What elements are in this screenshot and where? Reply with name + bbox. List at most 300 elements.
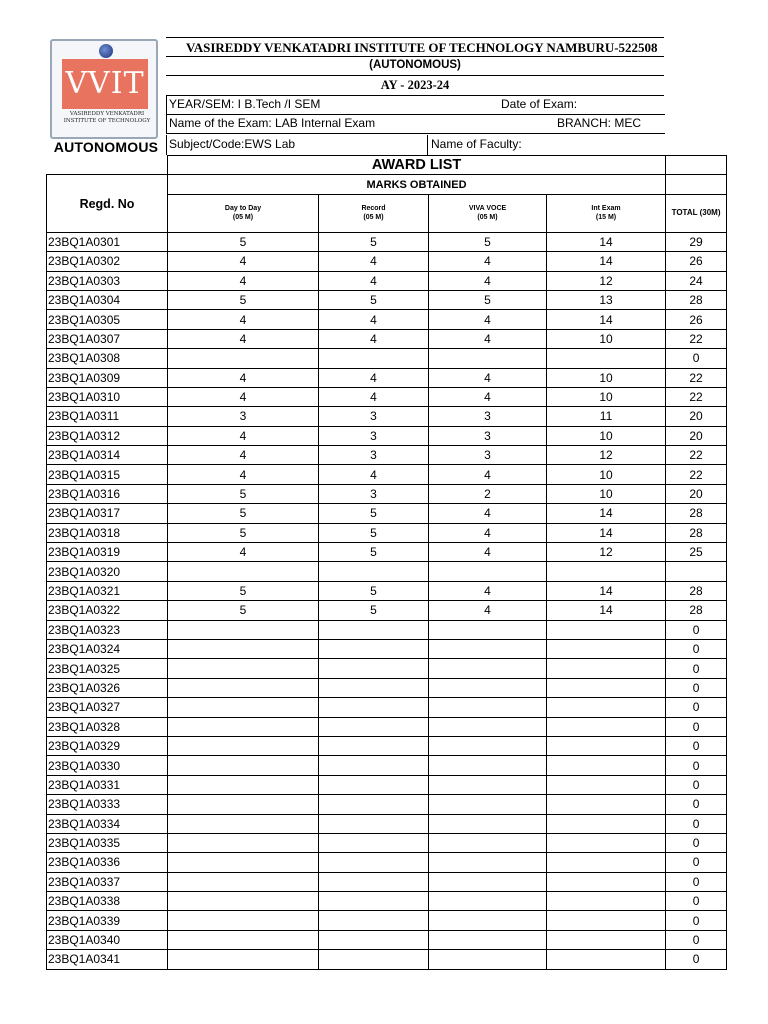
day-to-day-cell: 4 [168, 387, 319, 406]
day-to-day-cell [168, 659, 319, 678]
record-cell [319, 349, 429, 368]
reg-no-cell: 23BQ1A0303 [47, 271, 168, 290]
total-cell [666, 562, 727, 581]
int-exam-cell: 14 [547, 252, 666, 271]
viva-voce-cell: 4 [429, 387, 547, 406]
institute-name: VASIREDDY VENKATADRI INSTITUTE OF TECHNOLOGY NAMBURU-522508 [186, 40, 658, 55]
int-exam-cell [547, 659, 666, 678]
int-exam-cell: 10 [547, 368, 666, 387]
reg-no-cell: 23BQ1A0324 [47, 639, 168, 658]
reg-no-cell: 23BQ1A0326 [47, 678, 168, 697]
academic-year-row: AY - 2023-24 [166, 76, 664, 96]
table-row [47, 523, 727, 542]
day-to-day-cell: 5 [168, 581, 319, 600]
int-exam-cell [547, 349, 666, 368]
year-sem-row [166, 95, 665, 115]
viva-voce-cell [429, 562, 547, 581]
record-cell [319, 833, 429, 852]
viva-voce-cell [429, 833, 547, 852]
int-exam-cell: 10 [547, 426, 666, 445]
int-exam-cell: 13 [547, 290, 666, 309]
reg-no-cell: 23BQ1A0301 [47, 232, 168, 251]
logo-frame [50, 39, 158, 139]
int-exam-cell: 14 [547, 232, 666, 251]
int-exam-cell [547, 717, 666, 736]
day-to-day-cell: 5 [168, 601, 319, 620]
total-cell: 0 [666, 678, 727, 697]
marks-obtained-row [47, 175, 727, 194]
total-cell: 0 [666, 795, 727, 814]
day-to-day-cell [168, 717, 319, 736]
day-to-day-cell: 4 [168, 446, 319, 465]
viva-voce-cell: 3 [429, 407, 547, 426]
day-to-day-cell: 3 [168, 407, 319, 426]
table-row [47, 290, 727, 309]
viva-voce-cell: 4 [429, 329, 547, 348]
reg-no-cell: 23BQ1A0336 [47, 853, 168, 872]
viva-voce-cell [429, 639, 547, 658]
day-to-day-cell: 5 [168, 290, 319, 309]
table-row [47, 387, 727, 406]
int-exam-cell [547, 562, 666, 581]
award-list-sheet [46, 37, 726, 967]
record-cell: 4 [319, 310, 429, 329]
record-cell [319, 562, 429, 581]
reg-no-cell: 23BQ1A0310 [47, 387, 168, 406]
table-row [47, 232, 727, 251]
int-exam-cell: 10 [547, 484, 666, 503]
record-cell: 4 [319, 329, 429, 348]
globe-icon [99, 44, 113, 58]
day-to-day-cell: 5 [168, 523, 319, 542]
int-exam-cell [547, 872, 666, 891]
viva-voce-cell [429, 853, 547, 872]
reg-no-cell: 23BQ1A0307 [47, 329, 168, 348]
reg-no-cell: 23BQ1A0337 [47, 872, 168, 891]
day-to-day-cell: 4 [168, 329, 319, 348]
total-cell: 20 [666, 426, 727, 445]
record-cell: 4 [319, 387, 429, 406]
record-cell: 4 [319, 368, 429, 387]
table-row [47, 620, 727, 639]
viva-voce-cell [429, 814, 547, 833]
viva-voce-cell [429, 659, 547, 678]
reg-no-cell: 23BQ1A0319 [47, 543, 168, 562]
table-row [47, 698, 727, 717]
reg-no-cell: 23BQ1A0318 [47, 523, 168, 542]
exam-name: Name of the Exam: LAB Internal Exam [169, 116, 376, 130]
reg-no-cell: 23BQ1A0335 [47, 833, 168, 852]
int-exam-cell: 14 [547, 601, 666, 620]
total-cell: 28 [666, 504, 727, 523]
table-row [47, 911, 727, 930]
day-to-day-cell [168, 795, 319, 814]
int-exam-cell: 10 [547, 465, 666, 484]
table-row [47, 271, 727, 290]
total-cell: 0 [666, 853, 727, 872]
record-cell [319, 756, 429, 775]
day-to-day-cell [168, 678, 319, 697]
int-exam-cell [547, 756, 666, 775]
table-row [47, 407, 727, 426]
day-to-day-cell [168, 698, 319, 717]
table-row [47, 678, 727, 697]
table-row [47, 775, 727, 794]
day-to-day-cell: 5 [168, 232, 319, 251]
total-cell: 20 [666, 407, 727, 426]
day-to-day-header [168, 194, 319, 232]
sheet-header [46, 37, 726, 155]
viva-voce-cell: 4 [429, 581, 547, 600]
int-exam-cell: 14 [547, 523, 666, 542]
regd-no-header: Regd. No [47, 175, 168, 232]
record-cell: 4 [319, 465, 429, 484]
int-exam-cell: 12 [547, 271, 666, 290]
day-to-day-cell [168, 814, 319, 833]
table-row [47, 736, 727, 755]
table-row [47, 562, 727, 581]
record-cell: 5 [319, 601, 429, 620]
int-exam-cell [547, 620, 666, 639]
day-to-day-cell [168, 892, 319, 911]
day-to-day-cell: 4 [168, 271, 319, 290]
record-cell [319, 639, 429, 658]
table-row [47, 814, 727, 833]
reg-no-cell: 23BQ1A0317 [47, 504, 168, 523]
viva-voce-cell: 4 [429, 368, 547, 387]
viva-voce-cell: 4 [429, 504, 547, 523]
day-to-day-max: (05 M) [232, 214, 254, 222]
record-cell: 5 [319, 581, 429, 600]
table-row [47, 504, 727, 523]
total-cell: 0 [666, 950, 727, 969]
table-row [47, 310, 727, 329]
total-cell: 28 [666, 581, 727, 600]
viva-voce-cell [429, 911, 547, 930]
int-exam-cell: 14 [547, 581, 666, 600]
reg-no-cell: 23BQ1A0311 [47, 407, 168, 426]
table-row [47, 543, 727, 562]
viva-voce-cell [429, 698, 547, 717]
reg-no-cell: 23BQ1A0331 [47, 775, 168, 794]
status-row: (AUTONOMOUS) [166, 56, 664, 76]
record-cell [319, 698, 429, 717]
record-label: Record [361, 205, 386, 213]
table-row [47, 872, 727, 891]
reg-no-cell: 23BQ1A0314 [47, 446, 168, 465]
logo-tagline [58, 111, 156, 125]
day-to-day-cell: 4 [168, 252, 319, 271]
int-exam-cell: 12 [547, 543, 666, 562]
total-cell: 22 [666, 329, 727, 348]
table-row [47, 795, 727, 814]
reg-no-cell: 23BQ1A0333 [47, 795, 168, 814]
reg-no-cell: 23BQ1A0321 [47, 581, 168, 600]
viva-voce-cell [429, 795, 547, 814]
total-cell: 0 [666, 833, 727, 852]
record-cell: 5 [319, 523, 429, 542]
record-cell: 4 [319, 271, 429, 290]
int-exam-cell: 10 [547, 387, 666, 406]
day-to-day-cell [168, 950, 319, 969]
reg-no-cell: 23BQ1A0312 [47, 426, 168, 445]
viva-voce-cell [429, 717, 547, 736]
table-row [47, 639, 727, 658]
subject-code: Subject/Code:EWS Lab [169, 137, 296, 151]
viva-voce-cell: 3 [429, 426, 547, 445]
logo-brand: VVIT [62, 59, 148, 109]
record-cell [319, 659, 429, 678]
day-to-day-cell: 4 [168, 310, 319, 329]
reg-no-cell: 23BQ1A0316 [47, 484, 168, 503]
table-row [47, 329, 727, 348]
record-cell [319, 911, 429, 930]
total-cell: 0 [666, 911, 727, 930]
viva-voce-cell: 4 [429, 523, 547, 542]
viva-voce-cell: 4 [429, 601, 547, 620]
viva-voce-cell [429, 678, 547, 697]
int-exam-cell [547, 639, 666, 658]
reg-no-cell: 23BQ1A0341 [47, 950, 168, 969]
record-cell [319, 814, 429, 833]
table-row [47, 426, 727, 445]
table-row [47, 252, 727, 271]
total-cell: 22 [666, 465, 727, 484]
autonomous-label: AUTONOMOUS [53, 139, 159, 155]
award-list-title: AWARD LIST [168, 156, 666, 175]
total-cell: 0 [666, 814, 727, 833]
reg-no-cell: 23BQ1A0302 [47, 252, 168, 271]
total-cell: 20 [666, 484, 727, 503]
viva-voce-cell [429, 775, 547, 794]
table-row [47, 368, 727, 387]
record-cell: 5 [319, 290, 429, 309]
viva-voce-cell: 3 [429, 446, 547, 465]
viva-voce-cell [429, 736, 547, 755]
int-exam-cell [547, 795, 666, 814]
int-exam-cell [547, 814, 666, 833]
viva-voce-cell: 5 [429, 232, 547, 251]
day-to-day-cell: 4 [168, 543, 319, 562]
day-to-day-cell [168, 736, 319, 755]
total-cell: 0 [666, 698, 727, 717]
total-cell: 0 [666, 756, 727, 775]
reg-no-cell: 23BQ1A0329 [47, 736, 168, 755]
total-cell: 25 [666, 543, 727, 562]
record-max: (05 M) [363, 214, 384, 222]
record-cell: 4 [319, 252, 429, 271]
reg-no-cell: 23BQ1A0328 [47, 717, 168, 736]
total-cell: 22 [666, 446, 727, 465]
record-cell: 5 [319, 232, 429, 251]
table-row [47, 465, 727, 484]
viva-voce-cell [429, 950, 547, 969]
date-of-exam: Date of Exam: [501, 97, 578, 111]
reg-no-cell: 23BQ1A0304 [47, 290, 168, 309]
table-row [47, 349, 727, 368]
day-to-day-cell [168, 911, 319, 930]
viva-voce-cell [429, 620, 547, 639]
viva-voce-cell: 2 [429, 484, 547, 503]
day-to-day-cell [168, 930, 319, 949]
total-cell: 0 [666, 659, 727, 678]
record-cell [319, 853, 429, 872]
total-cell: 0 [666, 639, 727, 658]
record-cell [319, 950, 429, 969]
award-table [46, 155, 727, 970]
table-row [47, 853, 727, 872]
table-row [47, 833, 727, 852]
record-cell: 5 [319, 504, 429, 523]
table-row [47, 756, 727, 775]
viva-voce-max: (05 M) [477, 214, 498, 222]
reg-no-cell: 23BQ1A0340 [47, 930, 168, 949]
int-exam-max: (15 M) [595, 214, 617, 222]
total-cell: 0 [666, 872, 727, 891]
viva-voce-cell [429, 756, 547, 775]
day-to-day-cell [168, 639, 319, 658]
day-to-day-cell: 4 [168, 368, 319, 387]
reg-no-cell: 23BQ1A0323 [47, 620, 168, 639]
total-cell: 22 [666, 387, 727, 406]
viva-voce-cell: 5 [429, 290, 547, 309]
total-cell: 0 [666, 717, 727, 736]
day-to-day-cell: 5 [168, 484, 319, 503]
viva-voce-cell: 4 [429, 543, 547, 562]
total-cell: 28 [666, 523, 727, 542]
viva-voce-cell: 4 [429, 310, 547, 329]
table-row [47, 892, 727, 911]
record-cell: 3 [319, 426, 429, 445]
day-to-day-cell [168, 349, 319, 368]
total-cell: 24 [666, 271, 727, 290]
branch: BRANCH: MEC [557, 116, 642, 130]
total-cell: 22 [666, 368, 727, 387]
record-cell [319, 872, 429, 891]
marks-obtained-header: MARKS OBTAINED [168, 175, 666, 194]
reg-no-cell: 23BQ1A0315 [47, 465, 168, 484]
table-row [47, 601, 727, 620]
reg-no-cell: 23BQ1A0330 [47, 756, 168, 775]
reg-no-cell: 23BQ1A0339 [47, 911, 168, 930]
int-exam-cell [547, 698, 666, 717]
reg-no-cell: 23BQ1A0322 [47, 601, 168, 620]
total-cell: 0 [666, 349, 727, 368]
faculty-name: Name of Faculty: [431, 137, 522, 151]
total-cell: 0 [666, 892, 727, 911]
day-to-day-cell [168, 872, 319, 891]
subject-row [166, 135, 727, 155]
total-cell: 0 [666, 775, 727, 794]
day-to-day-cell: 5 [168, 504, 319, 523]
int-exam-cell [547, 736, 666, 755]
day-to-day-cell [168, 620, 319, 639]
int-exam-cell [547, 678, 666, 697]
record-cell: 3 [319, 446, 429, 465]
viva-voce-cell [429, 892, 547, 911]
record-cell [319, 892, 429, 911]
table-row [47, 484, 727, 503]
viva-voce-cell: 4 [429, 465, 547, 484]
day-to-day-cell [168, 562, 319, 581]
viva-voce-cell [429, 872, 547, 891]
day-to-day-cell [168, 756, 319, 775]
day-to-day-label: Day to Day [224, 205, 262, 213]
reg-no-cell: 23BQ1A0338 [47, 892, 168, 911]
reg-no-cell: 23BQ1A0308 [47, 349, 168, 368]
viva-voce-cell [429, 349, 547, 368]
total-cell: 0 [666, 620, 727, 639]
viva-voce-cell: 4 [429, 252, 547, 271]
reg-no-cell: 23BQ1A0327 [47, 698, 168, 717]
int-exam-cell [547, 950, 666, 969]
institute-logo [46, 37, 166, 155]
int-exam-cell: 11 [547, 407, 666, 426]
int-exam-cell [547, 911, 666, 930]
int-exam-cell [547, 853, 666, 872]
institute-name-row [166, 37, 664, 57]
total-header: TOTAL (30M) [666, 194, 727, 232]
total-cell: 0 [666, 736, 727, 755]
total-cell: 28 [666, 601, 727, 620]
table-row [47, 659, 727, 678]
record-cell: 3 [319, 407, 429, 426]
record-cell: 5 [319, 543, 429, 562]
int-exam-cell [547, 775, 666, 794]
total-cell: 0 [666, 930, 727, 949]
record-cell [319, 775, 429, 794]
record-cell [319, 620, 429, 639]
int-exam-cell [547, 930, 666, 949]
logo-tagline-1: VASIREDDY VENKATADRI [69, 111, 145, 117]
reg-no-cell: 23BQ1A0334 [47, 814, 168, 833]
record-cell [319, 678, 429, 697]
table-row [47, 717, 727, 736]
day-to-day-cell [168, 853, 319, 872]
int-exam-cell: 14 [547, 310, 666, 329]
reg-no-cell: 23BQ1A0325 [47, 659, 168, 678]
table-row [47, 581, 727, 600]
int-exam-cell [547, 892, 666, 911]
day-to-day-cell: 4 [168, 465, 319, 484]
year-sem: YEAR/SEM: I B.Tech /I SEM [169, 97, 321, 111]
record-cell [319, 795, 429, 814]
viva-voce-header [429, 194, 547, 232]
int-exam-label: Int Exam [591, 205, 621, 213]
record-cell [319, 736, 429, 755]
reg-no-cell: 23BQ1A0309 [47, 368, 168, 387]
record-cell [319, 717, 429, 736]
table-row [47, 930, 727, 949]
day-to-day-cell [168, 833, 319, 852]
viva-voce-cell [429, 930, 547, 949]
record-header [319, 194, 429, 232]
viva-voce-cell: 4 [429, 271, 547, 290]
subject-divider [427, 135, 428, 155]
int-exam-header [547, 194, 666, 232]
table-row [47, 446, 727, 465]
reg-no-cell: 23BQ1A0305 [47, 310, 168, 329]
title-row [47, 156, 727, 175]
total-cell: 26 [666, 310, 727, 329]
logo-tagline-2: INSTITUTE OF TECHNOLOGY [63, 118, 151, 124]
int-exam-cell: 10 [547, 329, 666, 348]
total-cell: 28 [666, 290, 727, 309]
total-cell: 26 [666, 252, 727, 271]
viva-voce-label: VIVA VOCE [468, 205, 507, 213]
record-cell: 3 [319, 484, 429, 503]
reg-no-cell: 23BQ1A0320 [47, 562, 168, 581]
